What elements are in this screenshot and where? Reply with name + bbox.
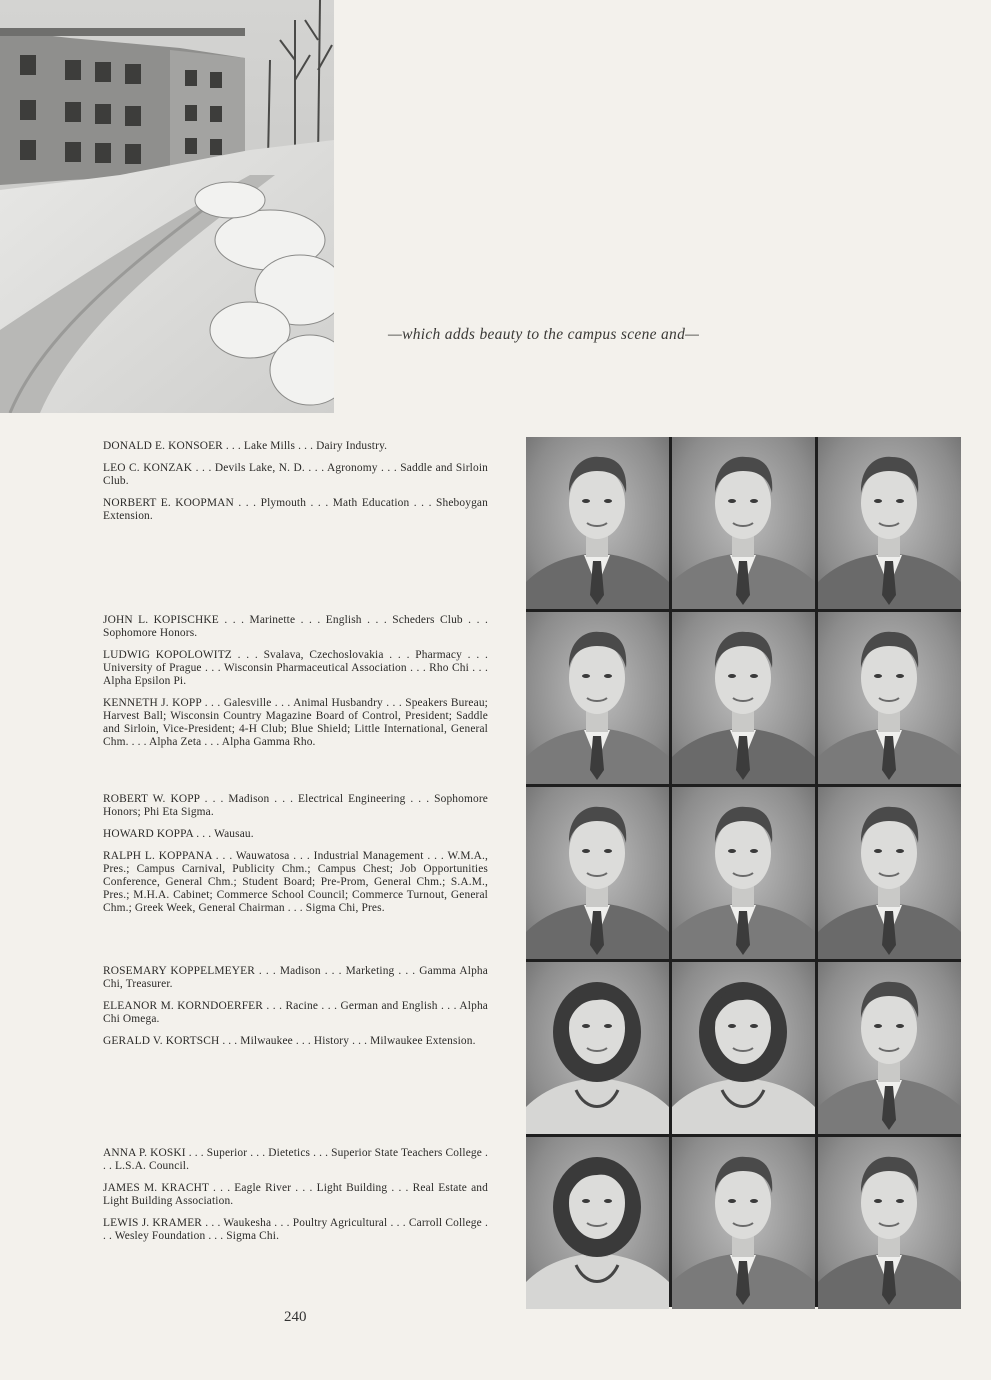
entry-group-1 [103,440,488,532]
student-portrait [672,612,815,784]
student-portrait [818,1137,961,1309]
student-entry: ROSEMARY KOPPELMEYER . . . Madison . . . Marketing . . . Gamma Alpha Chi, Treasurer. [103,965,488,990]
male-portrait-image [672,787,815,959]
student-entry: LEO C. KONZAK . . . Devils Lake, N. D. . . . Agronomy . . . Saddle and Sirloin Club. [103,462,488,487]
entry-group-2 [103,614,488,758]
male-portrait-image [672,1137,815,1309]
student-entry: JOHN L. KOPISCHKE . . . Marinette . . . English . . . Scheders Club . . . Sophomore Honors. [103,614,488,639]
student-entry: LUDWIG KOPOLOWITZ . . . Svalava, Czechoslovakia . . . Pharmacy . . . University of Prague . . . Wisconsin Pharmaceutical Association . . . Rho Chi . . . Alpha Epsilon Pi. [103,649,488,687]
student-entry: LEWIS J. KRAMER . . . Waukesha . . . Poultry Agricultural . . . Carroll College . . . Wesley Foundation . . . Sigma Chi. [103,1217,488,1242]
portrait-grid [526,437,961,1307]
male-portrait-image [526,437,669,609]
campus-building-image [0,0,334,413]
student-entry: NORBERT E. KOOPMAN . . . Plymouth . . . Math Education . . . Sheboygan Extension. [103,497,488,522]
student-portrait [672,1137,815,1309]
student-entry: KENNETH J. KOPP . . . Galesville . . . Animal Husbandry . . . Speakers Bureau; Harvest Ball; Wisconsin Country Magazine Board of Control, President; Saddle and Sirloin, Vice-President; 4-H Club; Blue Shield; Little International, General Chm. . . . Alpha Zeta . . . Alpha Gamma Rho. [103,697,488,748]
female-portrait-image [526,1137,669,1309]
student-entry: RALPH L. KOPPANA . . . Wauwatosa . . . Industrial Management . . . W.M.A., Pres.; Campus Carnival, Publicity Chm.; Campus Chest; Job Opportunities Conference, General Chm.; Student Board; Pre-Prom, General Chm.; S.A.M., Pres.; M.H.A. Cabinet; Commerce School Council; Commerce Turnout, General Chm.; Greek Week, General Chairman . . . Sigma Chi, Pres. [103,850,488,914]
male-portrait-image [818,1137,961,1309]
student-entry: DONALD E. KONSOER . . . Lake Mills . . . Dairy Industry. [103,440,388,452]
student-entry: GERALD V. KORTSCH . . . Milwaukee . . . History . . . Milwaukee Extension. [103,1035,476,1047]
female-portrait-image [672,962,815,1134]
student-entry: ANNA P. KOSKI . . . Superior . . . Dietetics . . . Superior State Teachers College . . . L.S.A. Council. [103,1147,488,1172]
female-portrait-image [526,962,669,1134]
entry-group-4 [103,965,488,1057]
entry-group-5 [103,1147,488,1252]
student-portrait [526,962,669,1134]
student-portrait [672,962,815,1134]
male-portrait-image [672,612,815,784]
male-portrait-image [672,437,815,609]
student-portrait [672,787,815,959]
photo-caption: —which adds beauty to the campus scene and— [388,326,700,343]
student-entry: ROBERT W. KOPP . . . Madison . . . Electrical Engineering . . . Sophomore Honors; Phi Eta Sigma. [103,793,488,818]
student-portrait [818,437,961,609]
page-number: 240 [284,1309,307,1325]
student-portrait [526,787,669,959]
male-portrait-image [818,612,961,784]
campus-photo [0,0,334,413]
student-portrait [818,612,961,784]
student-entry: JAMES M. KRACHT . . . Eagle River . . . Light Building . . . Real Estate and Light Building Association. [103,1182,488,1207]
student-portrait [818,962,961,1134]
male-portrait-image [818,437,961,609]
male-portrait-image [818,787,961,959]
male-portrait-image [526,612,669,784]
student-entry: ELEANOR M. KORNDOERFER . . . Racine . . . German and English . . . Alpha Chi Omega. [103,1000,488,1025]
student-portrait [526,1137,669,1309]
entry-group-3 [103,793,488,924]
student-portrait [526,612,669,784]
male-portrait-image [526,787,669,959]
male-portrait-image [818,962,961,1134]
student-portrait [526,437,669,609]
student-entry: HOWARD KOPPA . . . Wausau. [103,828,254,840]
student-portrait [672,437,815,609]
student-portrait [818,787,961,959]
